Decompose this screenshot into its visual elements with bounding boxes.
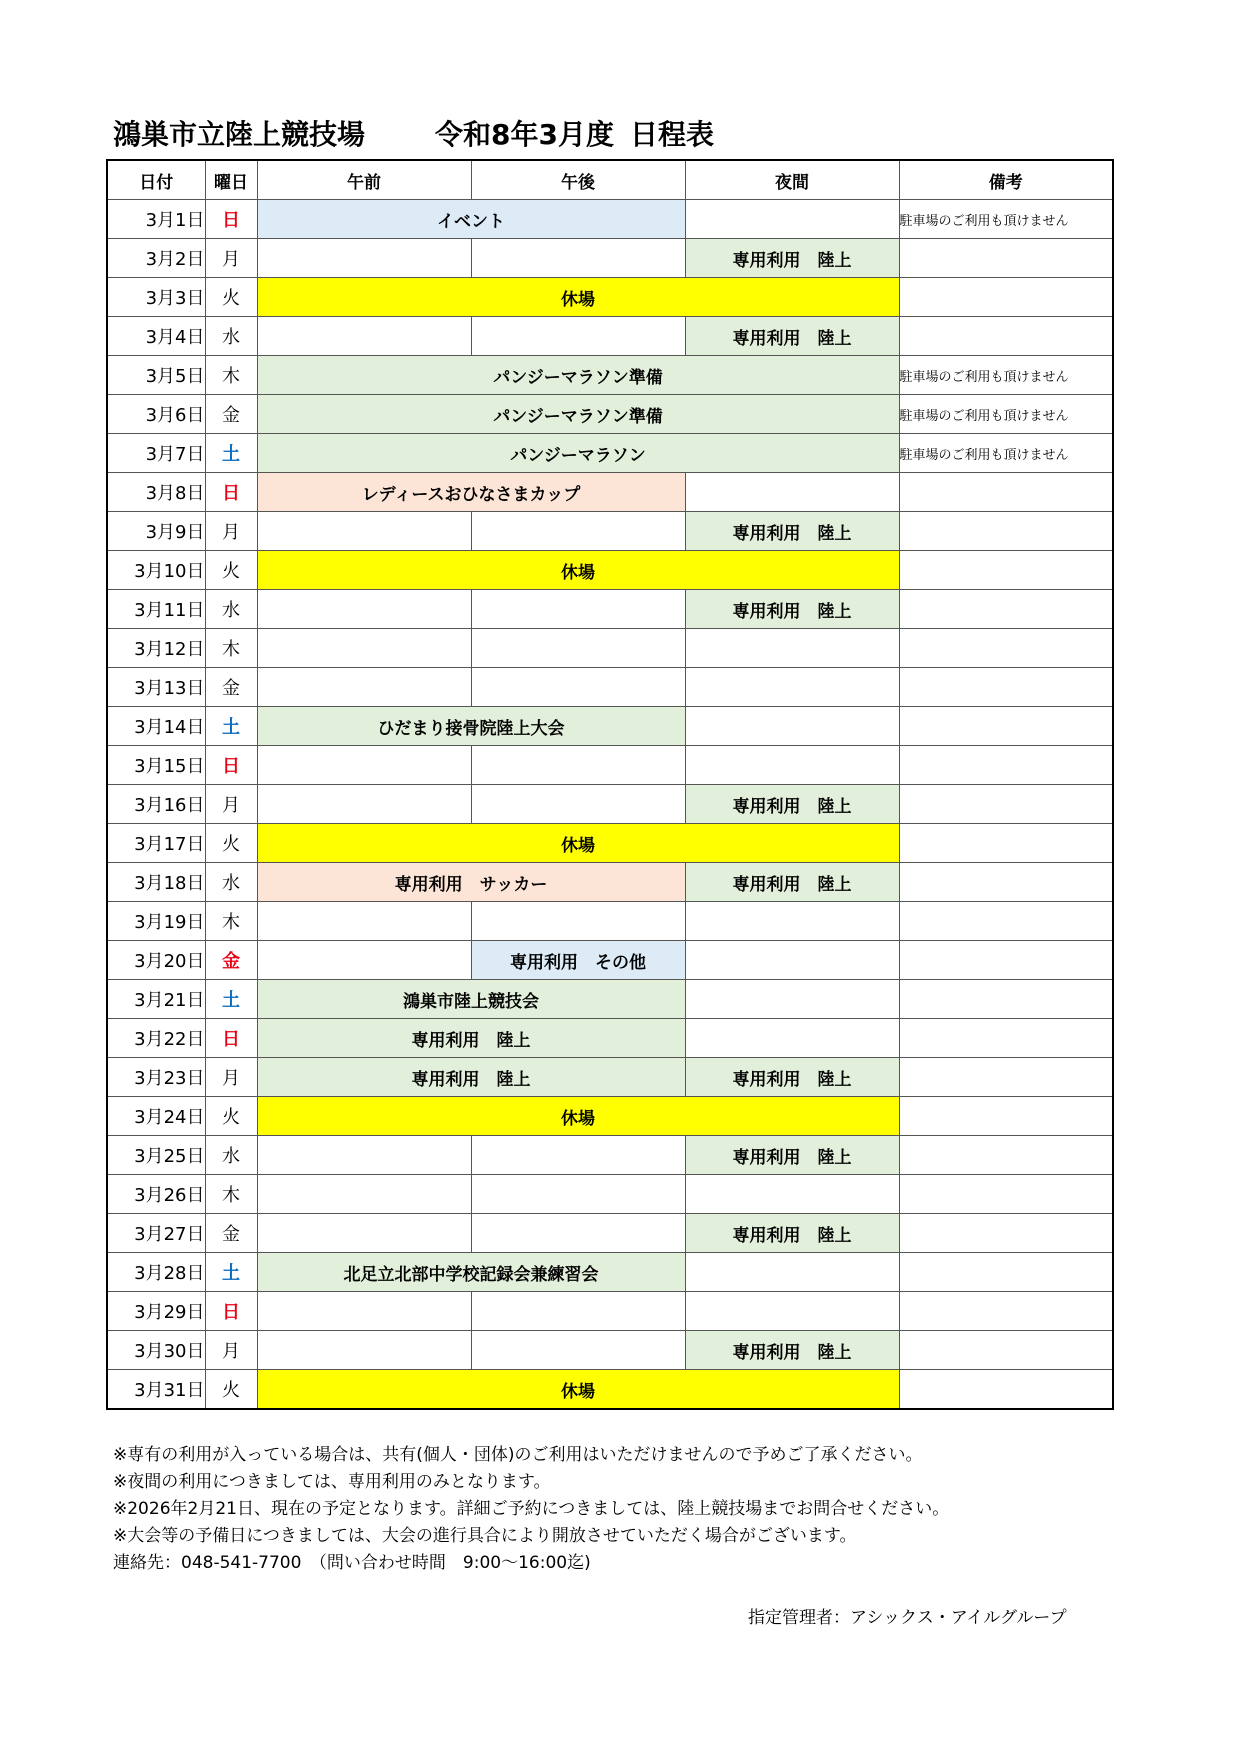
date-cell: 3月10日 — [107, 551, 205, 590]
remarks-cell — [899, 707, 1113, 746]
schedule-row — [107, 707, 1113, 746]
event-cell: パンジーマラソン — [257, 434, 899, 473]
empty-slot-cell — [685, 707, 899, 746]
empty-slot-cell — [257, 317, 471, 356]
empty-slot-cell — [471, 239, 685, 278]
empty-slot-cell — [257, 512, 471, 551]
weekday-cell: 水 — [205, 317, 257, 356]
weekday-cell: 金 — [205, 1214, 257, 1253]
date-cell: 3月4日 — [107, 317, 205, 356]
schedule-row — [107, 239, 1113, 278]
date-cell: 3月14日 — [107, 707, 205, 746]
schedule-row — [107, 1331, 1113, 1370]
date-cell: 3月2日 — [107, 239, 205, 278]
event-cell: 専用利用 陸上 — [257, 1058, 685, 1097]
weekday-cell: 月 — [205, 1331, 257, 1370]
event-cell: 専用利用 陸上 — [685, 785, 899, 824]
date-cell: 3月19日 — [107, 902, 205, 941]
remarks-cell — [899, 629, 1113, 668]
remarks-cell: 駐車場のご利用も頂けません — [899, 200, 1113, 239]
facility-name: 鴻巣市立陸上競技場 — [113, 118, 366, 151]
empty-slot-cell — [471, 1292, 685, 1331]
schedule-row — [107, 1370, 1113, 1410]
empty-slot-cell — [685, 1253, 899, 1292]
date-cell: 3月18日 — [107, 863, 205, 902]
remarks-cell — [899, 824, 1113, 863]
schedule-row — [107, 902, 1113, 941]
page-title — [113, 117, 714, 153]
empty-slot-cell — [685, 746, 899, 785]
weekday-cell: 水 — [205, 863, 257, 902]
remarks-cell — [899, 473, 1113, 512]
event-cell: 休場 — [257, 1370, 899, 1410]
event-cell: 休場 — [257, 824, 899, 863]
remarks-cell — [899, 590, 1113, 629]
event-cell: 専用利用 陸上 — [685, 1331, 899, 1370]
date-cell: 3月22日 — [107, 1019, 205, 1058]
date-cell: 3月26日 — [107, 1175, 205, 1214]
date-cell: 3月29日 — [107, 1292, 205, 1331]
schedule-row — [107, 317, 1113, 356]
schedule-row — [107, 668, 1113, 707]
empty-slot-cell — [257, 902, 471, 941]
schedule-row — [107, 1019, 1113, 1058]
schedule-row — [107, 356, 1113, 395]
remarks-cell — [899, 785, 1113, 824]
event-cell: 北足立北部中学校記録会兼練習会 — [257, 1253, 685, 1292]
empty-slot-cell — [257, 1214, 471, 1253]
empty-slot-cell — [257, 746, 471, 785]
event-cell: 鴻巣市陸上競技会 — [257, 980, 685, 1019]
date-cell: 3月31日 — [107, 1370, 205, 1410]
date-cell: 3月12日 — [107, 629, 205, 668]
date-cell: 3月16日 — [107, 785, 205, 824]
weekday-cell: 水 — [205, 1136, 257, 1175]
weekday-cell: 月 — [205, 512, 257, 551]
event-cell: 専用利用 サッカー — [257, 863, 685, 902]
remarks-cell: 駐車場のご利用も頂けません — [899, 395, 1113, 434]
empty-slot-cell — [257, 629, 471, 668]
empty-slot-cell — [257, 1136, 471, 1175]
remarks-cell: 駐車場のご利用も頂けません — [899, 356, 1113, 395]
date-cell: 3月1日 — [107, 200, 205, 239]
event-cell: 専用利用 陸上 — [685, 1058, 899, 1097]
schedule-row — [107, 395, 1113, 434]
empty-slot-cell — [471, 1175, 685, 1214]
empty-slot-cell — [471, 629, 685, 668]
empty-slot-cell — [685, 1019, 899, 1058]
weekday-cell: 土 — [205, 1253, 257, 1292]
date-cell: 3月3日 — [107, 278, 205, 317]
schedule-table — [106, 159, 1114, 1410]
schedule-period: 令和8年3月度 — [435, 118, 614, 151]
footer-note: ※2026年2月21日、現在の予定となります。詳細ご予約につきましては、陸上競技場までお問合せください。 — [113, 1499, 950, 1519]
empty-slot-cell — [685, 473, 899, 512]
event-cell: 休場 — [257, 278, 899, 317]
event-cell: 専用利用 陸上 — [685, 1136, 899, 1175]
remarks-cell — [899, 1097, 1113, 1136]
schedule-row — [107, 200, 1113, 239]
designated-manager: 指定管理者：アシックス・アイルグループ — [748, 1608, 1067, 1628]
weekday-cell: 火 — [205, 1370, 257, 1410]
weekday-cell: 金 — [205, 395, 257, 434]
weekday-cell: 火 — [205, 1097, 257, 1136]
header-weekday: 曜日 — [205, 160, 257, 200]
footer-note: ※夜間の利用につきましては、専用利用のみとなります。 — [113, 1472, 551, 1492]
date-cell: 3月6日 — [107, 395, 205, 434]
schedule-row — [107, 824, 1113, 863]
remarks-cell — [899, 1370, 1113, 1410]
schedule-row — [107, 863, 1113, 902]
event-cell: イベント — [257, 200, 685, 239]
empty-slot-cell — [685, 1175, 899, 1214]
date-cell: 3月20日 — [107, 941, 205, 980]
header-morning: 午前 — [257, 160, 471, 200]
schedule-row — [107, 1175, 1113, 1214]
weekday-cell: 日 — [205, 1292, 257, 1331]
schedule-row — [107, 1097, 1113, 1136]
empty-slot-cell — [471, 746, 685, 785]
empty-slot-cell — [685, 200, 899, 239]
date-cell: 3月5日 — [107, 356, 205, 395]
empty-slot-cell — [257, 785, 471, 824]
event-cell: 専用利用 陸上 — [685, 590, 899, 629]
weekday-cell: 水 — [205, 590, 257, 629]
weekday-cell: 金 — [205, 668, 257, 707]
weekday-cell: 日 — [205, 200, 257, 239]
date-cell: 3月9日 — [107, 512, 205, 551]
schedule-body — [107, 200, 1113, 1410]
schedule-row — [107, 590, 1113, 629]
empty-slot-cell — [685, 1292, 899, 1331]
event-cell: ひだまり接骨院陸上大会 — [257, 707, 685, 746]
remarks-cell — [899, 1175, 1113, 1214]
schedule-row — [107, 1214, 1113, 1253]
weekday-cell: 日 — [205, 746, 257, 785]
date-cell: 3月24日 — [107, 1097, 205, 1136]
contact-line: 連絡先：048-541-7700 （問い合わせ時間 9:00～16:00迄) — [113, 1553, 591, 1573]
header-date: 日付 — [107, 160, 205, 200]
remarks-cell — [899, 1292, 1113, 1331]
empty-slot-cell — [257, 668, 471, 707]
schedule-row — [107, 434, 1113, 473]
remarks-cell — [899, 239, 1113, 278]
schedule-row — [107, 746, 1113, 785]
empty-slot-cell — [685, 629, 899, 668]
event-cell: 専用利用 陸上 — [685, 512, 899, 551]
schedule-header — [107, 160, 1113, 200]
header-row — [107, 160, 1113, 200]
header-night: 夜間 — [685, 160, 899, 200]
date-cell: 3月28日 — [107, 1253, 205, 1292]
empty-slot-cell — [257, 1175, 471, 1214]
date-cell: 3月8日 — [107, 473, 205, 512]
weekday-cell: 木 — [205, 902, 257, 941]
event-cell: 専用利用 陸上 — [257, 1019, 685, 1058]
schedule-row — [107, 941, 1113, 980]
header-afternoon: 午後 — [471, 160, 685, 200]
date-cell: 3月23日 — [107, 1058, 205, 1097]
weekday-cell: 日 — [205, 1019, 257, 1058]
event-cell: パンジーマラソン準備 — [257, 395, 899, 434]
schedule-row — [107, 1292, 1113, 1331]
event-cell: 休場 — [257, 551, 899, 590]
empty-slot-cell — [471, 785, 685, 824]
empty-slot-cell — [257, 1331, 471, 1370]
empty-slot-cell — [471, 512, 685, 551]
remarks-cell — [899, 512, 1113, 551]
schedule-row — [107, 785, 1113, 824]
weekday-cell: 土 — [205, 434, 257, 473]
schedule-row — [107, 629, 1113, 668]
event-cell: 専用利用 陸上 — [685, 1214, 899, 1253]
weekday-cell: 火 — [205, 278, 257, 317]
date-cell: 3月11日 — [107, 590, 205, 629]
remarks-cell — [899, 1058, 1113, 1097]
weekday-cell: 月 — [205, 1058, 257, 1097]
schedule-row — [107, 551, 1113, 590]
remarks-cell — [899, 980, 1113, 1019]
empty-slot-cell — [257, 239, 471, 278]
date-cell: 3月13日 — [107, 668, 205, 707]
remarks-cell — [899, 317, 1113, 356]
event-cell: 専用利用 陸上 — [685, 863, 899, 902]
weekday-cell: 火 — [205, 824, 257, 863]
remarks-cell — [899, 1136, 1113, 1175]
date-cell: 3月15日 — [107, 746, 205, 785]
event-cell: 専用利用 その他 — [471, 941, 685, 980]
empty-slot-cell — [685, 668, 899, 707]
weekday-cell: 金 — [205, 941, 257, 980]
empty-slot-cell — [685, 980, 899, 1019]
empty-slot-cell — [471, 902, 685, 941]
date-cell: 3月27日 — [107, 1214, 205, 1253]
document-type: 日程表 — [629, 118, 714, 151]
event-cell: 専用利用 陸上 — [685, 317, 899, 356]
weekday-cell: 木 — [205, 356, 257, 395]
weekday-cell: 土 — [205, 707, 257, 746]
date-cell: 3月30日 — [107, 1331, 205, 1370]
date-cell: 3月17日 — [107, 824, 205, 863]
date-cell: 3月21日 — [107, 980, 205, 1019]
schedule-row — [107, 473, 1113, 512]
remarks-cell: 駐車場のご利用も頂けません — [899, 434, 1113, 473]
remarks-cell — [899, 551, 1113, 590]
remarks-cell — [899, 941, 1113, 980]
schedule-row — [107, 1058, 1113, 1097]
remarks-cell — [899, 1214, 1113, 1253]
date-cell: 3月25日 — [107, 1136, 205, 1175]
remarks-cell — [899, 1331, 1113, 1370]
footer-notes — [113, 1442, 949, 1577]
schedule-row — [107, 980, 1113, 1019]
event-cell: パンジーマラソン準備 — [257, 356, 899, 395]
remarks-cell — [899, 902, 1113, 941]
remarks-cell — [899, 1019, 1113, 1058]
weekday-cell: 火 — [205, 551, 257, 590]
weekday-cell: 日 — [205, 473, 257, 512]
weekday-cell: 木 — [205, 629, 257, 668]
remarks-cell — [899, 668, 1113, 707]
event-cell: レディースおひなさまカップ — [257, 473, 685, 512]
event-cell: 専用利用 陸上 — [685, 239, 899, 278]
schedule-row — [107, 1253, 1113, 1292]
date-cell: 3月7日 — [107, 434, 205, 473]
remarks-cell — [899, 1253, 1113, 1292]
footer-note: ※大会等の予備日につきましては、大会の進行具合により開放させていただく場合がございます。 — [113, 1526, 857, 1546]
empty-slot-cell — [471, 668, 685, 707]
remarks-cell — [899, 278, 1113, 317]
schedule-row — [107, 278, 1113, 317]
empty-slot-cell — [471, 590, 685, 629]
empty-slot-cell — [471, 1136, 685, 1175]
weekday-cell: 木 — [205, 1175, 257, 1214]
event-cell: 休場 — [257, 1097, 899, 1136]
weekday-cell: 月 — [205, 239, 257, 278]
footer-note: ※専有の利用が入っている場合は、共有(個人・団体)のご利用はいただけませんので予めご了承ください。 — [113, 1445, 923, 1465]
empty-slot-cell — [257, 1292, 471, 1331]
empty-slot-cell — [257, 590, 471, 629]
schedule-row — [107, 512, 1113, 551]
empty-slot-cell — [685, 941, 899, 980]
remarks-cell — [899, 863, 1113, 902]
empty-slot-cell — [471, 1331, 685, 1370]
remarks-cell — [899, 746, 1113, 785]
weekday-cell: 月 — [205, 785, 257, 824]
header-remarks: 備考 — [899, 160, 1113, 200]
empty-slot-cell — [257, 941, 471, 980]
schedule-row — [107, 1136, 1113, 1175]
empty-slot-cell — [471, 1214, 685, 1253]
empty-slot-cell — [685, 902, 899, 941]
weekday-cell: 土 — [205, 980, 257, 1019]
empty-slot-cell — [471, 317, 685, 356]
